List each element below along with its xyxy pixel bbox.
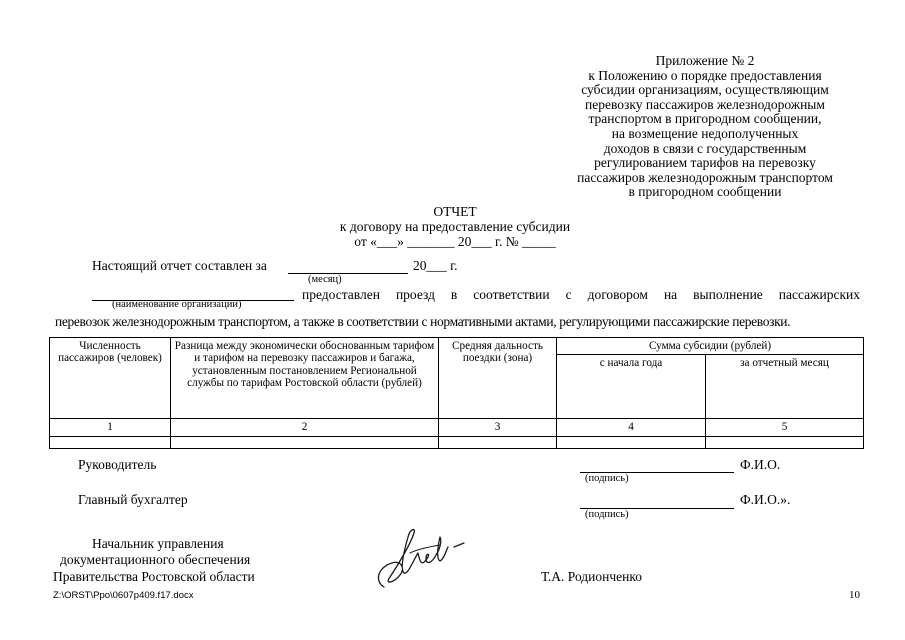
accountant-sign-caption: (подпись)	[585, 509, 629, 520]
file-path: Z:\ORST\Ppo\0607p409.f17.docx	[53, 590, 194, 601]
report-title: ОТЧЕТ	[433, 204, 477, 219]
appendix-line: к Положению о порядке предоставления	[588, 67, 822, 83]
appendix-header	[540, 54, 870, 200]
data-cell[interactable]	[171, 436, 439, 448]
head-sign-caption: (подпись)	[585, 473, 629, 484]
appendix-line: субсидии организациям, осуществляющим	[581, 82, 829, 98]
data-cell[interactable]	[439, 436, 557, 448]
column-number: 4	[557, 419, 706, 436]
report-date-line: от «___» _______ 20___ г. № _____	[354, 233, 556, 249]
statement-line-2: предоставлен проезд в соответствии с договором на выполнение пассажирских	[302, 287, 860, 302]
official-title-line: Правительства Ростовской области	[53, 569, 255, 584]
appendix-line: доходов в связи с государственным	[603, 140, 807, 156]
official-name: Т.А. Родионченко	[541, 569, 642, 584]
table-row	[50, 436, 864, 448]
appendix-line: в пригородном сообщении	[628, 184, 782, 200]
column-number-row	[50, 419, 864, 436]
head-label: Руководитель	[78, 457, 157, 472]
statement-line-3: перевозок железнодорожным транспортом, а также в соответствии с нормативными актами, регулирующими пассажирские перевозки.	[55, 314, 791, 329]
appendix-line: на возмещение недополученных	[611, 125, 799, 141]
head-fio: Ф.И.О.	[740, 457, 781, 472]
appendix-line: регулированием тарифов на перевозку	[594, 155, 816, 171]
header-passengers: Численность пассажиров (человек)	[50, 338, 171, 419]
appendix-line: Приложение № 2	[655, 53, 755, 68]
data-cell[interactable]	[557, 436, 706, 448]
header-distance: Средняя дальность поездки (зона)	[439, 338, 557, 419]
header-from-year-start: с начала года	[557, 355, 706, 419]
statement-prefix: Настоящий отчет составлен за	[92, 258, 267, 273]
accountant-label: Главный бухгалтер	[78, 492, 188, 507]
appendix-line: пассажиров железнодорожным транспортом	[577, 169, 833, 185]
header-tariff-difference: Разница между экономически обоснованным тарифом и тарифом на перевозку пассажиров и багажа, установленным постановлением Региональной службы по тарифам Ростовской области (рублей)	[171, 338, 439, 419]
statement-year: 20___ г.	[413, 258, 458, 273]
organization-caption: (наименование организации)	[112, 299, 242, 310]
official-title-line: Начальник управления	[92, 536, 224, 551]
header-subsidy: Сумма субсидии (рублей)	[557, 338, 864, 355]
column-number: 1	[50, 419, 171, 436]
column-number: 5	[706, 419, 864, 436]
month-blank	[288, 273, 408, 274]
column-number: 2	[171, 419, 439, 436]
report-heading	[290, 205, 620, 249]
data-cell[interactable]	[50, 436, 171, 448]
handwritten-signature	[370, 523, 475, 593]
page-number: 10	[849, 589, 860, 601]
subsidy-table	[49, 337, 864, 449]
appendix-line: транспортом в пригородном сообщении,	[588, 111, 822, 127]
header-for-month: за отчетный месяц	[706, 355, 864, 419]
report-subtitle: к договору на предоставление субсидии	[339, 218, 571, 234]
column-number: 3	[439, 419, 557, 436]
month-caption: (месяц)	[308, 274, 342, 285]
accountant-fio: Ф.И.О.».	[740, 492, 791, 507]
official-title-line: документационного обеспечения	[60, 552, 251, 567]
data-cell[interactable]	[706, 436, 864, 448]
appendix-line: перевозку пассажиров железнодорожным	[585, 96, 825, 112]
